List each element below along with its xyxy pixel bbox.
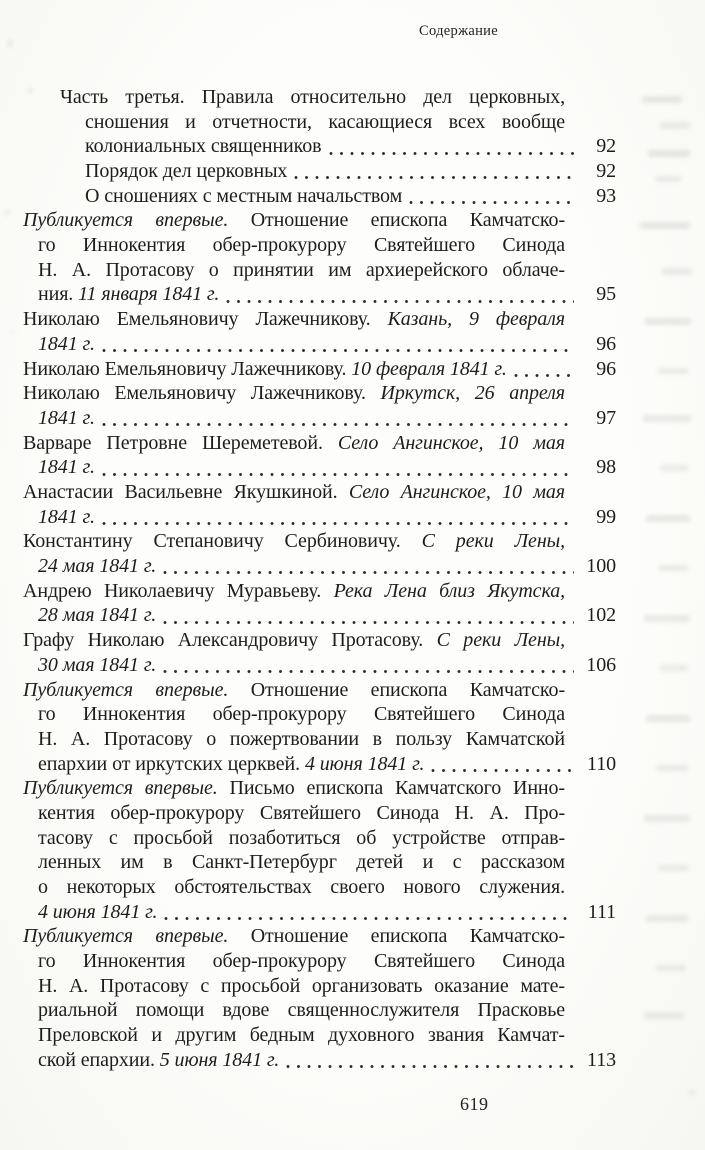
scan-artifact (660, 465, 688, 471)
toc-line-text (38, 1048, 279, 1073)
toc-line-text (38, 900, 157, 925)
toc-page-number: 100 (586, 555, 616, 578)
toc-text: Николаю Емельяновичу Лажечникову. (23, 357, 352, 380)
toc-text-italic: 1841 г. (38, 406, 95, 429)
toc-line (23, 134, 616, 159)
toc-text: Н. А. Протасову с просьбой организовать оказание мате- (38, 974, 565, 997)
toc-line-text (38, 999, 565, 1021)
toc-page-number: 111 (587, 900, 616, 923)
toc-text-italic: Иркутск, 26 апреля (380, 382, 565, 405)
scan-artifact (642, 96, 682, 103)
toc-text: Варваре Петровне Шереметевой. (23, 431, 338, 454)
toc-text-italic: Публикуется впервые. (23, 925, 229, 948)
toc-text-italic: Река Лена близ Якутска, (333, 579, 565, 602)
toc-text: Н. А. Протасову о пожертвовании в пользу Камчатской (38, 727, 565, 750)
toc-line-text (85, 184, 402, 209)
toc-line-text (38, 703, 565, 725)
toc-line (23, 579, 565, 604)
dot-leader (226, 299, 574, 304)
toc-line-text (38, 1024, 565, 1046)
toc-text-italic: 1841 г. (38, 505, 95, 528)
toc-line (23, 258, 565, 283)
toc-text: го Иннокентия обер-прокурору Святейшего Синода (38, 703, 565, 726)
toc-line-text (23, 580, 565, 602)
toc-line (23, 159, 616, 184)
toc-line-text (23, 209, 565, 231)
toc-text: Анастасии Васильевне Якушкиной. (23, 481, 349, 503)
toc-text-italic: Село Ангинское, 10 мая (337, 431, 565, 454)
toc-text-italic: 4 июня 1841 г. (38, 900, 158, 923)
scan-artifact (10, 330, 14, 334)
toc-line (23, 431, 565, 456)
dot-leader (286, 1064, 574, 1069)
dot-leader (409, 200, 574, 205)
scan-artifact (658, 865, 688, 871)
scan-artifact (646, 515, 690, 522)
table-of-contents (23, 85, 616, 1073)
toc-line-text (38, 728, 565, 750)
toc-line-text (38, 554, 156, 579)
dot-leader (164, 916, 574, 921)
toc-text: Николаю Емельяновичу Лажечникову. (23, 382, 381, 405)
toc-line (23, 653, 616, 678)
scan-artifact (646, 915, 688, 922)
scan-artifact (656, 765, 688, 771)
toc-line-text (60, 86, 565, 108)
toc-page-number: 96 (596, 332, 616, 355)
dot-leader (102, 472, 574, 477)
toc-text-italic: Публикуется впервые. (23, 678, 229, 701)
toc-text: Отношение епископа Камчатско- (228, 925, 565, 948)
dot-leader (514, 373, 574, 378)
toc-line (23, 208, 565, 233)
toc-line-text (23, 357, 507, 382)
running-head: Содержание (419, 23, 498, 39)
toc-line (23, 826, 565, 851)
dot-leader (102, 422, 574, 427)
dot-leader (102, 348, 574, 353)
toc-line (23, 949, 565, 974)
toc-page-number: 106 (586, 653, 616, 676)
scan-artifact (658, 565, 688, 571)
toc-line (23, 184, 616, 209)
dot-leader (163, 620, 574, 625)
toc-text: Отношение епископа Камчатско- (228, 209, 565, 232)
toc-line (23, 480, 565, 505)
toc-text: колониальных священников (85, 135, 322, 158)
toc-line-text (85, 111, 565, 133)
toc-line (23, 727, 565, 752)
scan-artifact (656, 965, 686, 971)
toc-text-italic: Село Ангинское, 10 мая (348, 481, 565, 503)
folio-page-number: 619 (460, 1094, 489, 1114)
toc-page-number: 92 (596, 135, 616, 158)
toc-line-text (85, 134, 322, 159)
toc-line-text (38, 876, 565, 898)
toc-line-text (38, 259, 565, 281)
dot-leader (163, 669, 574, 674)
toc-text: ния. (38, 283, 79, 306)
toc-text: тасову с просьбой позаботиться об устройстве отправ- (38, 826, 565, 849)
toc-line-text (23, 679, 565, 701)
toc-text-italic: Публикуется впервые. (23, 777, 218, 800)
toc-line (23, 505, 616, 530)
toc-text-italic: С реки Лены, (421, 530, 565, 553)
toc-page-number: 93 (596, 184, 616, 207)
toc-text: Н. А. Протасову о принятии им архиерейского облаче- (38, 258, 565, 281)
toc-text-italic: 5 июня 1841 г. (159, 1048, 280, 1071)
toc-line-text (38, 603, 156, 628)
toc-line (23, 381, 565, 406)
toc-text-italic: С реки Лены, (436, 629, 565, 652)
toc-line (23, 752, 616, 777)
scan-artifact (8, 40, 12, 47)
toc-text-italic: 28 мая 1841 г. (38, 604, 157, 627)
toc-line (23, 998, 565, 1023)
toc-line-text (85, 159, 287, 184)
toc-text: Графу Николаю Александровичу Протасову. (23, 629, 437, 652)
toc-line (23, 603, 616, 628)
dot-leader (163, 570, 574, 575)
toc-line (23, 406, 616, 431)
toc-text-italic: 24 мая 1841 г. (38, 555, 157, 578)
toc-line-text (23, 777, 565, 799)
toc-line (23, 332, 616, 357)
scan-artifact (645, 318, 691, 325)
toc-text-italic: 1841 г. (38, 456, 95, 479)
toc-line-text (38, 283, 219, 308)
toc-text: го Иннокентия обер-прокурору Святейшего Синода (38, 950, 565, 973)
toc-line-text (38, 234, 565, 256)
scan-artifact (648, 150, 690, 157)
toc-text-italic: Публикуется впервые. (23, 209, 229, 232)
toc-line-text (38, 653, 156, 678)
toc-text: сношения и отчетности, касающиеся всех вообще (85, 110, 565, 133)
scan-artifact (655, 176, 681, 182)
scan-artifact (644, 815, 690, 822)
toc-text-italic: 30 мая 1841 г. (38, 653, 157, 676)
toc-text: Часть третья. Правила относительно дел церковных, (60, 86, 565, 108)
toc-line (23, 110, 565, 135)
toc-page-number: 92 (596, 160, 616, 183)
toc-text-italic: 1841 г. (38, 332, 95, 355)
toc-text: Николаю Емельяновичу Лажечникову. (23, 308, 388, 331)
toc-line (23, 850, 565, 875)
toc-page-number: 97 (596, 406, 616, 429)
toc-text-italic: Казань, 9 февраля (387, 308, 565, 331)
toc-line (23, 875, 565, 900)
scan-artifact (688, 1090, 696, 1095)
toc-text: кентия обер-прокурору Святейшего Синода Н. А. Про- (38, 801, 565, 824)
scan-artifact (658, 368, 688, 374)
toc-line (23, 974, 565, 999)
toc-line (23, 678, 565, 703)
toc-line (23, 776, 565, 801)
dot-leader (294, 175, 574, 180)
toc-line (23, 357, 616, 382)
toc-line-text (23, 382, 565, 404)
toc-line (23, 85, 565, 110)
toc-line (23, 900, 616, 925)
toc-text: Преловской и другим бедным духовного звания Камчат- (38, 1024, 565, 1047)
toc-line-text (38, 827, 565, 849)
toc-page-number: 102 (586, 604, 616, 627)
toc-line-text (38, 851, 565, 873)
toc-line (23, 628, 565, 653)
scan-artifact (646, 715, 690, 722)
toc-text-italic: 4 июня 1841 г. (304, 752, 425, 775)
toc-line-text (38, 802, 565, 824)
toc-line (23, 554, 616, 579)
toc-line (23, 924, 565, 949)
toc-line-text (38, 406, 95, 431)
toc-line (23, 455, 616, 480)
toc-line-text (23, 308, 565, 330)
scan-artifact (644, 1012, 684, 1019)
toc-text: Письмо епископа Камчатского Инно- (217, 777, 565, 800)
toc-text: ской епархии. (38, 1048, 160, 1071)
dot-leader (102, 521, 574, 526)
toc-line-text (23, 629, 565, 651)
toc-line (23, 233, 565, 258)
toc-line-text (38, 505, 95, 530)
toc-text: го Иннокентия обер-прокурору Святейшего Синода (38, 234, 565, 257)
toc-line-text (23, 432, 565, 454)
dot-leader (329, 151, 574, 156)
toc-page-number: 113 (587, 1048, 616, 1071)
scan-artifact (660, 665, 688, 671)
scan-artifact (660, 122, 690, 129)
toc-page-number: 99 (596, 505, 616, 528)
toc-text: Андрею Николаевичу Муравьеву. (23, 579, 334, 602)
scan-artifact (5, 210, 10, 215)
toc-line-text (23, 530, 565, 552)
toc-text: О сношениях с местным начальством (85, 184, 403, 207)
dot-leader (431, 768, 574, 773)
toc-text: Константину Степановичу Сербиновичу. (23, 530, 422, 553)
toc-text: Отношение епископа Камчатско- (228, 678, 565, 701)
toc-line-text (38, 950, 565, 972)
toc-text-italic: 10 февраля 1841 г. (351, 357, 507, 380)
toc-page-number: 95 (596, 283, 616, 306)
toc-line (23, 1023, 565, 1048)
toc-line (23, 283, 616, 308)
toc-line (23, 1048, 616, 1073)
toc-line-text (23, 925, 565, 947)
toc-line-text (38, 752, 424, 777)
toc-line-text (38, 332, 95, 357)
toc-line (23, 529, 565, 554)
toc-text: о некоторых обстоятельствах своего нового служения. (38, 876, 565, 898)
scan-artifact (640, 222, 690, 229)
toc-page-number: 110 (587, 752, 616, 775)
scan-artifact (644, 615, 690, 622)
toc-line-text (23, 481, 565, 503)
toc-page-number: 96 (596, 357, 616, 380)
toc-text: риальной помощи вдове священнослужителя Прасковье (38, 999, 565, 1022)
toc-text: Порядок дел церковных (85, 160, 288, 183)
toc-line (23, 702, 565, 727)
toc-text: епархии от иркутских церквей. (38, 752, 305, 775)
toc-page-number: 98 (596, 456, 616, 479)
toc-line (23, 307, 565, 332)
toc-line (23, 801, 565, 826)
scan-artifact (662, 268, 692, 275)
toc-line-text (38, 975, 565, 997)
toc-text: ленных им в Санкт-Петербург детей и с рассказом (38, 851, 565, 874)
scan-artifact (643, 415, 691, 422)
toc-text-italic: 11 января 1841 г. (78, 283, 220, 306)
toc-line-text (38, 455, 95, 480)
